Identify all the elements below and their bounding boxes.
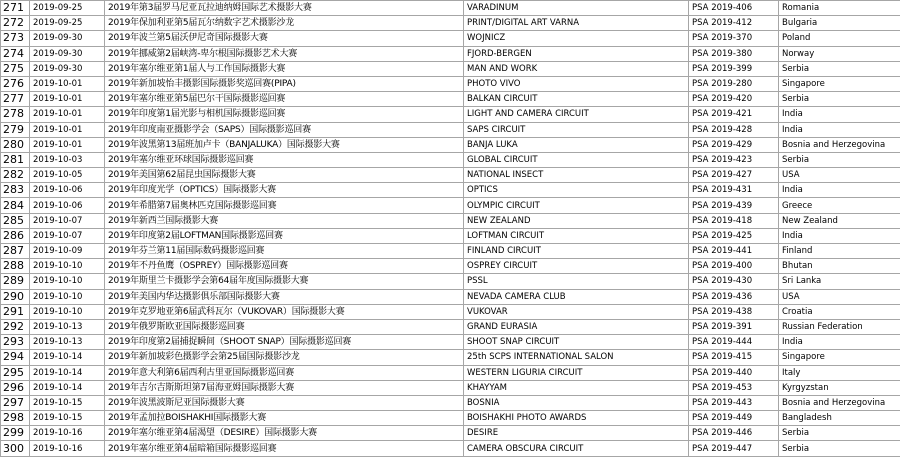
table-row (1, 395, 900, 410)
psa-number-cell: PSA 2019-446 (689, 426, 779, 441)
psa-number-cell: PSA 2019-438 (689, 304, 779, 319)
chinese-name-cell: 2019年印度第2届捕捉瞬间（SHOOT SNAP）国际摄影巡回赛 (105, 335, 464, 350)
date-cell: 2019-09-30 (30, 31, 105, 46)
date-cell: 2019-10-14 (30, 380, 105, 395)
chinese-name-cell: 2019年克罗地亚第6届武科瓦尔（VUKOVAR）国际摄影大赛 (105, 304, 464, 319)
date-cell: 2019-10-10 (30, 289, 105, 304)
row-number: 286 (1, 228, 30, 243)
chinese-name-cell: 2019年新加坡怡丰摄影国际摄影奖巡回赛(PIPA) (105, 76, 464, 91)
table-row (1, 335, 900, 350)
row-number: 282 (1, 168, 30, 183)
country-cell: Bosnia and Herzegovina (779, 137, 900, 152)
date-cell: 2019-10-13 (30, 335, 105, 350)
chinese-name-cell: 2019年印度第1届光影与相机国际摄影巡回赛 (105, 107, 464, 122)
psa-number-cell: PSA 2019-440 (689, 365, 779, 380)
country-cell: Kyrgyzstan (779, 380, 900, 395)
english-name-cell: NEW ZEALAND (464, 213, 689, 228)
country-cell: Bosnia and Herzegovina (779, 395, 900, 410)
country-cell: India (779, 183, 900, 198)
psa-number-cell: PSA 2019-430 (689, 274, 779, 289)
psa-number-cell: PSA 2019-444 (689, 335, 779, 350)
date-cell: 2019-10-16 (30, 426, 105, 441)
chinese-name-cell: 2019年不丹鱼鹰（OSPREY）国际摄影巡回赛 (105, 259, 464, 274)
psa-number-cell: PSA 2019-415 (689, 350, 779, 365)
table-row (1, 289, 900, 304)
row-number: 274 (1, 46, 30, 61)
date-cell: 2019-10-03 (30, 152, 105, 167)
date-cell: 2019-10-01 (30, 107, 105, 122)
row-number: 275 (1, 61, 30, 76)
chinese-name-cell: 2019年塞尔维亚第5届巴尔干国际摄影巡回赛 (105, 92, 464, 107)
psa-number-cell: PSA 2019-453 (689, 380, 779, 395)
country-cell: India (779, 335, 900, 350)
psa-number-cell: PSA 2019-400 (689, 259, 779, 274)
english-name-cell: OSPREY CIRCUIT (464, 259, 689, 274)
date-cell: 2019-10-06 (30, 198, 105, 213)
country-cell: Serbia (779, 92, 900, 107)
table-body (1, 1, 900, 457)
row-number: 293 (1, 335, 30, 350)
row-number: 289 (1, 274, 30, 289)
date-cell: 2019-09-30 (30, 61, 105, 76)
country-cell: Croatia (779, 304, 900, 319)
date-cell: 2019-10-10 (30, 274, 105, 289)
row-number: 285 (1, 213, 30, 228)
table-row (1, 274, 900, 289)
table-row (1, 213, 900, 228)
chinese-name-cell: 2019年俄罗斯欧亚国际摄影巡回赛 (105, 319, 464, 334)
row-number: 273 (1, 31, 30, 46)
country-cell: USA (779, 289, 900, 304)
table-row (1, 168, 900, 183)
row-number: 279 (1, 122, 30, 137)
row-number: 291 (1, 304, 30, 319)
date-cell: 2019-10-01 (30, 92, 105, 107)
english-name-cell: SAPS CIRCUIT (464, 122, 689, 137)
english-name-cell: CAMERA OBSCURA CIRCUIT (464, 441, 689, 456)
country-cell: Bulgaria (779, 16, 900, 31)
psa-number-cell: PSA 2019-370 (689, 31, 779, 46)
english-name-cell: WOJNICZ (464, 31, 689, 46)
english-name-cell: DESIRE (464, 426, 689, 441)
date-cell: 2019-10-13 (30, 319, 105, 334)
table-row (1, 441, 900, 456)
country-cell: Russian Federation (779, 319, 900, 334)
country-cell: Norway (779, 46, 900, 61)
table-row (1, 61, 900, 76)
english-name-cell: VARADINUM (464, 1, 689, 16)
country-cell: India (779, 228, 900, 243)
table-row (1, 183, 900, 198)
row-number: 283 (1, 183, 30, 198)
psa-number-cell: PSA 2019-425 (689, 228, 779, 243)
psa-number-cell: PSA 2019-412 (689, 16, 779, 31)
row-number: 278 (1, 107, 30, 122)
chinese-name-cell: 2019年塞尔维亚第4届渴望（DESIRE）国际摄影大赛 (105, 426, 464, 441)
date-cell: 2019-10-01 (30, 76, 105, 91)
country-cell: New Zealand (779, 213, 900, 228)
date-cell: 2019-10-06 (30, 183, 105, 198)
english-name-cell: KHAYYAM (464, 380, 689, 395)
row-number: 294 (1, 350, 30, 365)
chinese-name-cell: 2019年波黑波斯尼亚国际摄影大赛 (105, 395, 464, 410)
date-cell: 2019-10-01 (30, 137, 105, 152)
row-number: 290 (1, 289, 30, 304)
psa-number-cell: PSA 2019-436 (689, 289, 779, 304)
table-row (1, 92, 900, 107)
english-name-cell: BALKAN CIRCUIT (464, 92, 689, 107)
psa-number-cell: PSA 2019-399 (689, 61, 779, 76)
chinese-name-cell: 2019年新西兰国际摄影大赛 (105, 213, 464, 228)
english-name-cell: BANJA LUKA (464, 137, 689, 152)
date-cell: 2019-10-09 (30, 244, 105, 259)
psa-number-cell: PSA 2019-431 (689, 183, 779, 198)
english-name-cell: GRAND EURASIA (464, 319, 689, 334)
psa-number-cell: PSA 2019-428 (689, 122, 779, 137)
table-row (1, 16, 900, 31)
english-name-cell: NEVADA CAMERA CLUB (464, 289, 689, 304)
chinese-name-cell: 2019年美国内华达摄影俱乐部国际摄影大赛 (105, 289, 464, 304)
row-number: 280 (1, 137, 30, 152)
date-cell: 2019-10-16 (30, 441, 105, 456)
chinese-name-cell: 2019年挪威第2届峡湾-卑尔根国际摄影艺术大赛 (105, 46, 464, 61)
country-cell: India (779, 107, 900, 122)
row-number: 277 (1, 92, 30, 107)
psa-number-cell: PSA 2019-429 (689, 137, 779, 152)
date-cell: 2019-10-01 (30, 122, 105, 137)
table-row (1, 46, 900, 61)
country-cell: Romania (779, 1, 900, 16)
country-cell: Serbia (779, 152, 900, 167)
english-name-cell: VUKOVAR (464, 304, 689, 319)
english-name-cell: PSSL (464, 274, 689, 289)
date-cell: 2019-10-10 (30, 304, 105, 319)
date-cell: 2019-10-14 (30, 365, 105, 380)
psa-number-cell: PSA 2019-421 (689, 107, 779, 122)
table-row (1, 137, 900, 152)
psa-number-cell: PSA 2019-380 (689, 46, 779, 61)
row-number: 288 (1, 259, 30, 274)
chinese-name-cell: 2019年塞尔维亚环球国际摄影巡回赛 (105, 152, 464, 167)
table-row (1, 31, 900, 46)
country-cell: Sri Lanka (779, 274, 900, 289)
english-name-cell: FJORD-BERGEN (464, 46, 689, 61)
english-name-cell: LIGHT AND CAMERA CIRCUIT (464, 107, 689, 122)
english-name-cell: NATIONAL INSECT (464, 168, 689, 183)
english-name-cell: GLOBAL CIRCUIT (464, 152, 689, 167)
chinese-name-cell: 2019年印度南亚摄影学会（SAPS）国际摄影巡回赛 (105, 122, 464, 137)
psa-number-cell: PSA 2019-449 (689, 411, 779, 426)
date-cell: 2019-10-15 (30, 395, 105, 410)
country-cell: Bangladesh (779, 411, 900, 426)
table-row (1, 411, 900, 426)
chinese-name-cell: 2019年波黑第13届班加卢卡（BANJALUKA）国际摄影大赛 (105, 137, 464, 152)
table-row (1, 319, 900, 334)
table-row (1, 228, 900, 243)
chinese-name-cell: 2019年塞尔维亚第4届暗箱国际摄影巡回赛 (105, 441, 464, 456)
chinese-name-cell: 2019年吉尔吉斯斯坦第7届海亚姆国际摄影大赛 (105, 380, 464, 395)
table-row (1, 1, 900, 16)
row-number: 271 (1, 1, 30, 16)
chinese-name-cell: 2019年斯里兰卡摄影学会第64届年度国际摄影大赛 (105, 274, 464, 289)
chinese-name-cell: 2019年芬兰第11届国际数码摄影巡回赛 (105, 244, 464, 259)
row-number: 300 (1, 441, 30, 456)
date-cell: 2019-10-14 (30, 350, 105, 365)
english-name-cell: WESTERN LIGURIA CIRCUIT (464, 365, 689, 380)
date-cell: 2019-10-15 (30, 411, 105, 426)
chinese-name-cell: 2019年第3届罗马尼亚瓦拉迪纳姆国际艺术摄影大赛 (105, 1, 464, 16)
table-row (1, 122, 900, 137)
psa-number-cell: PSA 2019-439 (689, 198, 779, 213)
country-cell: USA (779, 168, 900, 183)
english-name-cell: FINLAND CIRCUIT (464, 244, 689, 259)
psa-number-cell: PSA 2019-280 (689, 76, 779, 91)
chinese-name-cell: 2019年希腊第7届奥林匹克国际摄影巡回赛 (105, 198, 464, 213)
psa-number-cell: PSA 2019-423 (689, 152, 779, 167)
table-row (1, 244, 900, 259)
date-cell: 2019-10-05 (30, 168, 105, 183)
country-cell: Serbia (779, 441, 900, 456)
row-number: 272 (1, 16, 30, 31)
english-name-cell: LOFTMAN CIRCUIT (464, 228, 689, 243)
country-cell: Serbia (779, 61, 900, 76)
table-row (1, 198, 900, 213)
row-number: 281 (1, 152, 30, 167)
psa-number-cell: PSA 2019-406 (689, 1, 779, 16)
country-cell: Bhutan (779, 259, 900, 274)
row-number: 297 (1, 395, 30, 410)
table-row (1, 259, 900, 274)
date-cell: 2019-09-25 (30, 16, 105, 31)
psa-number-cell: PSA 2019-441 (689, 244, 779, 259)
row-number: 298 (1, 411, 30, 426)
chinese-name-cell: 2019年印度第2届LOFTMAN国际摄影巡回赛 (105, 228, 464, 243)
english-name-cell: MAN AND WORK (464, 61, 689, 76)
psa-number-cell: PSA 2019-420 (689, 92, 779, 107)
country-cell: Italy (779, 365, 900, 380)
english-name-cell: OLYMPIC CIRCUIT (464, 198, 689, 213)
date-cell: 2019-10-07 (30, 228, 105, 243)
country-cell: Singapore (779, 76, 900, 91)
date-cell: 2019-10-07 (30, 213, 105, 228)
row-number: 295 (1, 365, 30, 380)
row-number: 284 (1, 198, 30, 213)
psa-number-cell: PSA 2019-443 (689, 395, 779, 410)
country-cell: Singapore (779, 350, 900, 365)
psa-number-cell: PSA 2019-418 (689, 213, 779, 228)
date-cell: 2019-09-30 (30, 46, 105, 61)
chinese-name-cell: 2019年保加利亚第5届瓦尔纳数字艺术摄影沙龙 (105, 16, 464, 31)
table-row (1, 304, 900, 319)
row-number: 276 (1, 76, 30, 91)
chinese-name-cell: 2019年孟加拉BOISHAKHI国际摄影大赛 (105, 411, 464, 426)
english-name-cell: SHOOT SNAP CIRCUIT (464, 335, 689, 350)
country-cell: India (779, 122, 900, 137)
chinese-name-cell: 2019年意大利第6届西利古里亚国际摄影巡回赛 (105, 365, 464, 380)
psa-number-cell: PSA 2019-427 (689, 168, 779, 183)
english-name-cell: PHOTO VIVO (464, 76, 689, 91)
country-cell: Greece (779, 198, 900, 213)
row-number: 292 (1, 319, 30, 334)
english-name-cell: BOSNIA (464, 395, 689, 410)
row-number: 287 (1, 244, 30, 259)
table-row (1, 152, 900, 167)
english-name-cell: 25th SCPS INTERNATIONAL SALON (464, 350, 689, 365)
date-cell: 2019-09-25 (30, 1, 105, 16)
psa-number-cell: PSA 2019-391 (689, 319, 779, 334)
country-cell: Poland (779, 31, 900, 46)
table-row (1, 380, 900, 395)
table-row (1, 107, 900, 122)
chinese-name-cell: 2019年新加坡彩色摄影学会第25届国际摄影沙龙 (105, 350, 464, 365)
country-cell: Finland (779, 244, 900, 259)
table-row (1, 365, 900, 380)
country-cell: Serbia (779, 426, 900, 441)
table-row (1, 350, 900, 365)
chinese-name-cell: 2019年印度光学（OPTICS）国际摄影大赛 (105, 183, 464, 198)
chinese-name-cell: 2019年美国第62届昆虫国际摄影大赛 (105, 168, 464, 183)
chinese-name-cell: 2019年塞尔维亚第1届人与工作国际摄影大赛 (105, 61, 464, 76)
date-cell: 2019-10-10 (30, 259, 105, 274)
english-name-cell: OPTICS (464, 183, 689, 198)
row-number: 296 (1, 380, 30, 395)
english-name-cell: PRINT/DIGITAL ART VARNA (464, 16, 689, 31)
psa-number-cell: PSA 2019-447 (689, 441, 779, 456)
english-name-cell: BOISHAKHI PHOTO AWARDS (464, 411, 689, 426)
row-number: 299 (1, 426, 30, 441)
table-row (1, 426, 900, 441)
chinese-name-cell: 2019年波兰第5届沃伊尼奇国际摄影大赛 (105, 31, 464, 46)
table-row (1, 76, 900, 91)
